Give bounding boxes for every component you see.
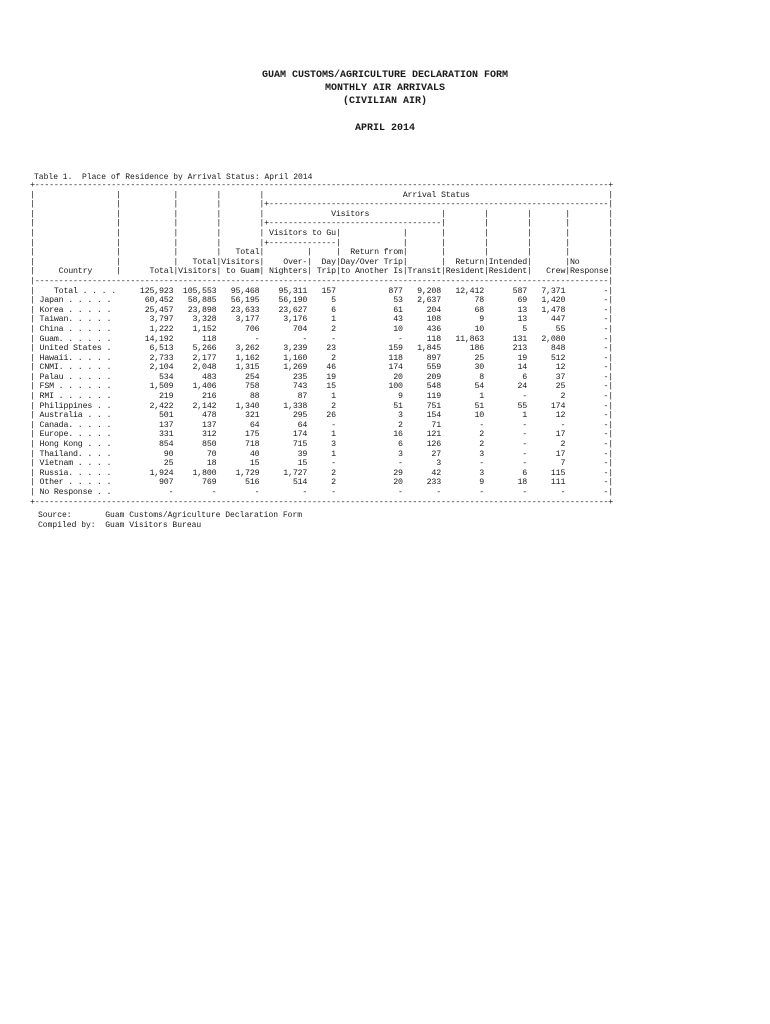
table-row: | Australia . . . 501 478 321 295 26 3 154 10 1 12 -| [30,411,614,421]
table-caption: Table 1. Place of Residence by Arrival Status: April 2014 [34,173,313,182]
table-row: | CNMI. . . . . . 2,104 2,048 1,315 1,269 46 174 559 30 14 12 -| [30,363,614,373]
table-row: | Guam. . . . . . 14,192 118 - - - - 118 11,863 131 2,080 -| [30,334,614,344]
visitors-to-guam-header-row: | | | | | Visitors to Gu| | | | | | | [30,228,614,238]
visitors-to-guam-rule: | | | | |+--------------| | | | | | | [30,238,614,248]
table-top-border: +------------------------------------------------------------------------------------------------------------------------+ [30,181,614,190]
table-row: | Korea . . . . . 25,457 23,898 23,633 23,627 6 61 204 68 13 1,478 -| [30,305,614,315]
table-row: | Palau . . . . . 534 483 254 235 19 20 209 8 6 37 -| [30,372,614,382]
table-row: | Total . . . . 125,923 105,553 95,468 95,311 157 877 9,208 12,412 587 7,371 -| [30,286,614,296]
table-row: | Japan . . . . . 60,452 58,885 56,195 56,190 5 53 2,637 78 69 1,420 -| [30,296,614,306]
arrivals-table [30,181,613,507]
column-header-line-2: | | | Total|Visitors| Over-| Day|Day/Over Trip| | Return|Intended| |No | [30,257,614,267]
header-divider: |------------------------------------------------------------------------------------------------------------------------| [30,276,614,286]
table-row: | Hong Kong . . . 854 850 718 715 3 6 126 2 - 2 -| [30,440,614,450]
compiled-label: Compiled by: [38,521,96,530]
table-row: | Taiwan. . . . . 3,797 3,328 3,177 3,176 1 43 108 9 13 447 -| [30,315,614,325]
table-row: | Canada. . . . . 137 137 64 64 - 2 71 - - - -| [30,420,614,430]
table-row: | Thailand. . . . 90 70 40 39 1 3 27 3 - 17 -| [30,449,614,459]
subgroup-header-row: | | | | | Visitors | | | | | [30,209,614,219]
table-row: | China . . . . . 1,222 1,152 706 704 2 10 436 10 5 55 -| [30,324,614,334]
group-header-rule: | | | | |+-----------------------------------------------------------------------| [30,200,614,210]
table-row: | Vietnam . . . . 25 18 15 15 - - 3 - - 7 -| [30,459,614,469]
report-category: (CIVILIAN AIR) [342,96,427,107]
report-title: GUAM CUSTOMS/AGRICULTURE DECLARATION FORM [261,70,509,81]
column-header-line-3: | Country | Total|Visitors| to Guam| Nighters| Trip|to Another Is|Transit|Resident|Resident| Crew|Response| [30,267,614,277]
table-row: | RMI . . . . . . 219 216 88 87 1 9 119 1 - 2 -| [30,392,614,402]
source-note [38,511,302,521]
compiled-value: Guam Visitors Bureau [105,521,202,530]
table-row: | Europe. . . . . 331 312 175 174 1 16 121 2 - 17 -| [30,430,614,440]
table-row: | Hawaii. . . . . 2,733 2,177 1,162 1,160 2 118 897 25 19 512 -| [30,353,614,363]
source-label: Source: [38,511,72,520]
table-row: | No Response . . - - - - - - - - - - -| [30,488,614,497]
report-subtitle: MONTHLY AIR ARRIVALS [324,83,446,94]
compiled-note [38,521,201,531]
table-row: | FSM . . . . . . 1,509 1,406 758 743 15 100 548 54 24 25 -| [30,382,614,392]
column-header-line-1: | | | | Total| | | Return from| | | | | | [30,248,614,258]
subgroup-header-rule: | | | | |+------------------------------------| | | | | [30,219,614,229]
table-row: | Other . . . . . 907 769 516 514 2 20 233 9 18 111 -| [30,478,614,488]
table-row: | Philippines . . 2,422 2,142 1,340 1,338 2 51 751 51 55 174 -| [30,401,614,411]
table-bottom-border: +------------------------------------------------------------------------------------------------------------------------+ [30,497,614,507]
report-period: APRIL 2014 [354,123,415,134]
table-row: | United States . 6,513 5,266 3,262 3,239 23 159 1,845 186 213 848 -| [30,344,614,354]
source-value: Guam Customs/Agriculture Declaration Form [105,511,303,520]
group-header-row: | | | | | Arrival Status | [30,190,614,200]
table-row: | Russia. . . . . 1,924 1,800 1,729 1,727 2 29 42 3 6 115 -| [30,468,614,478]
